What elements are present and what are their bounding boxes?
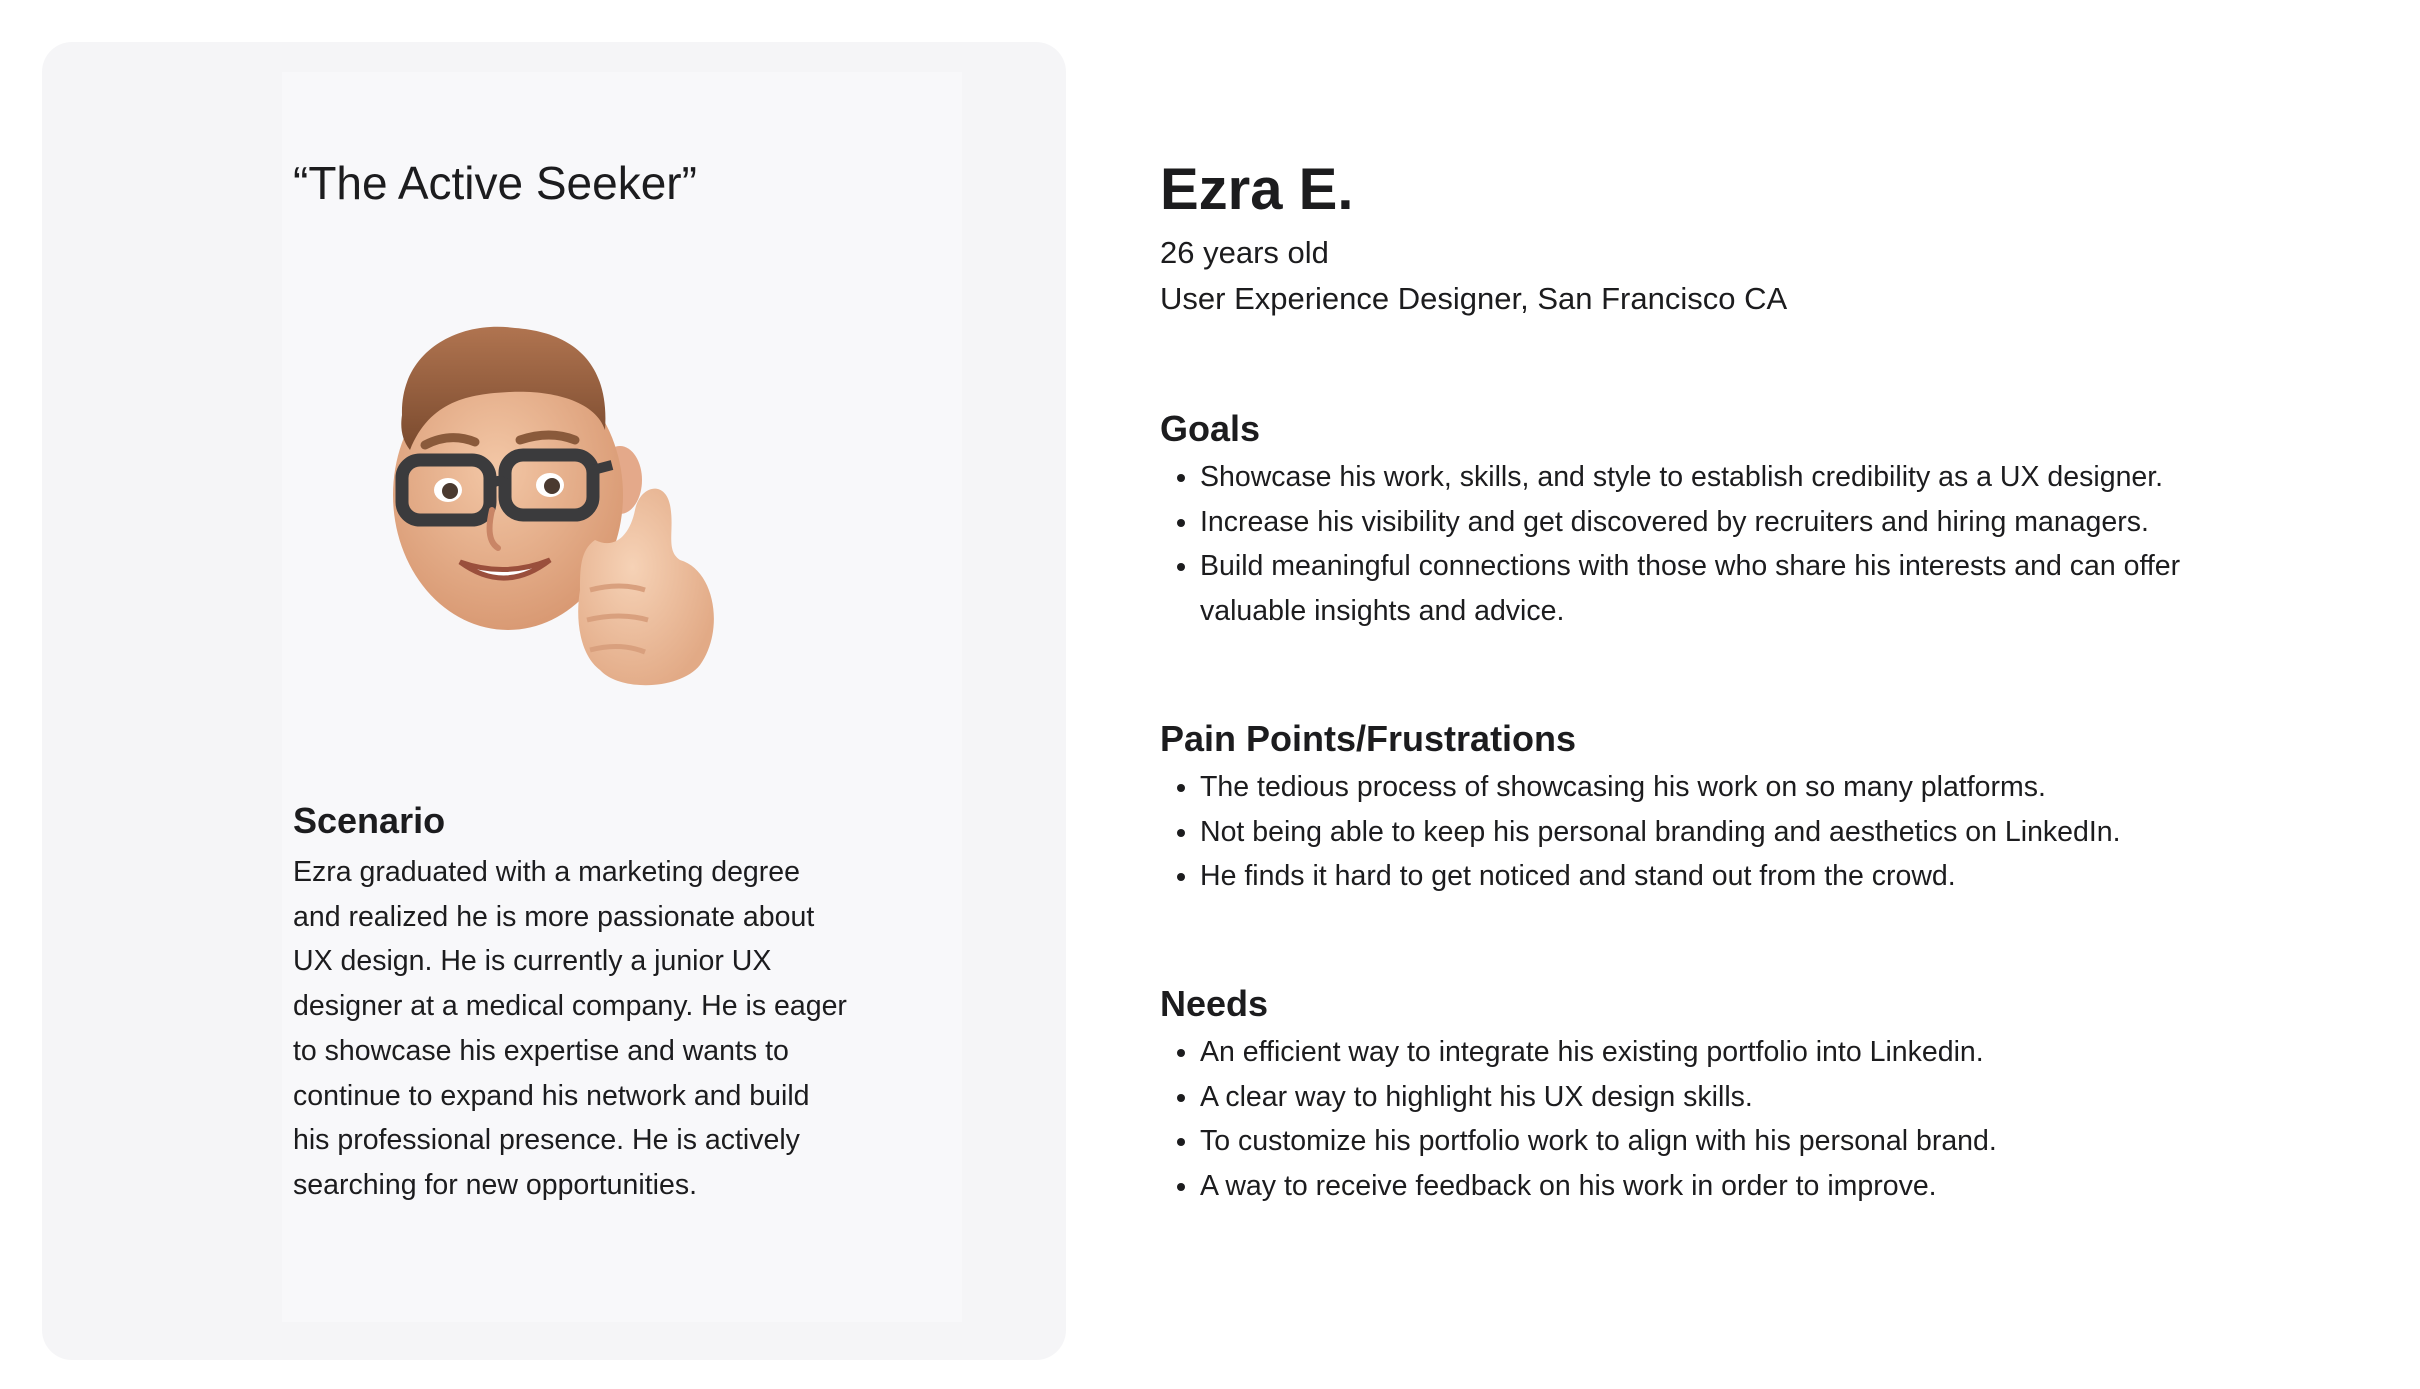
- memoji-avatar-icon: [380, 320, 750, 700]
- scenario-heading: Scenario: [293, 800, 446, 841]
- pain-points-list: [1160, 765, 2240, 899]
- persona-name: Ezra E.: [1160, 157, 1354, 222]
- need-item: • A way to receive feedback on his work in order to improve.: [1200, 1164, 2240, 1209]
- need-item: • A clear way to highlight his UX design skills.: [1200, 1075, 2240, 1120]
- needs-heading: Needs: [1160, 983, 1269, 1024]
- need-item: • An efficient way to integrate his existing portfolio into Linkedin.: [1200, 1030, 2240, 1075]
- goal-item: • Build meaningful connections with those who share his interests and can offer valuable insights and advice.: [1200, 544, 2280, 633]
- persona-quote: “The Active Seeker”: [293, 157, 697, 209]
- goal-item: • Showcase his work, skills, and style to establish credibility as a UX designer.: [1200, 455, 2280, 500]
- goals-heading: Goals: [1160, 408, 1261, 449]
- needs-list: [1160, 1030, 2240, 1209]
- persona-occupation: User Experience Designer, San Francisco CA: [1160, 281, 1788, 316]
- pain-point-item: • The tedious process of showcasing his work on so many platforms.: [1200, 765, 2240, 810]
- scenario-text: Ezra graduated with a marketing degree and realized he is more passionate about UX design. He is currently a junior UX designer at a medical company. He is eager to showcase his expertise and wants to continue to expand his network and build his professional presence. He is actively searching for new opportunities.: [293, 856, 847, 1201]
- goal-item: • Increase his visibility and get discovered by recruiters and hiring managers.: [1200, 500, 2280, 545]
- pain-point-item: • He finds it hard to get noticed and stand out from the crowd.: [1200, 854, 2240, 899]
- need-item: • To customize his portfolio work to align with his personal brand.: [1200, 1119, 2240, 1164]
- goals-list: [1160, 455, 2280, 634]
- persona-age: 26 years old: [1160, 235, 1329, 270]
- pain-points-heading: Pain Points/Frustrations: [1160, 718, 1577, 759]
- pain-point-item: • Not being able to keep his personal branding and aesthetics on LinkedIn.: [1200, 810, 2240, 855]
